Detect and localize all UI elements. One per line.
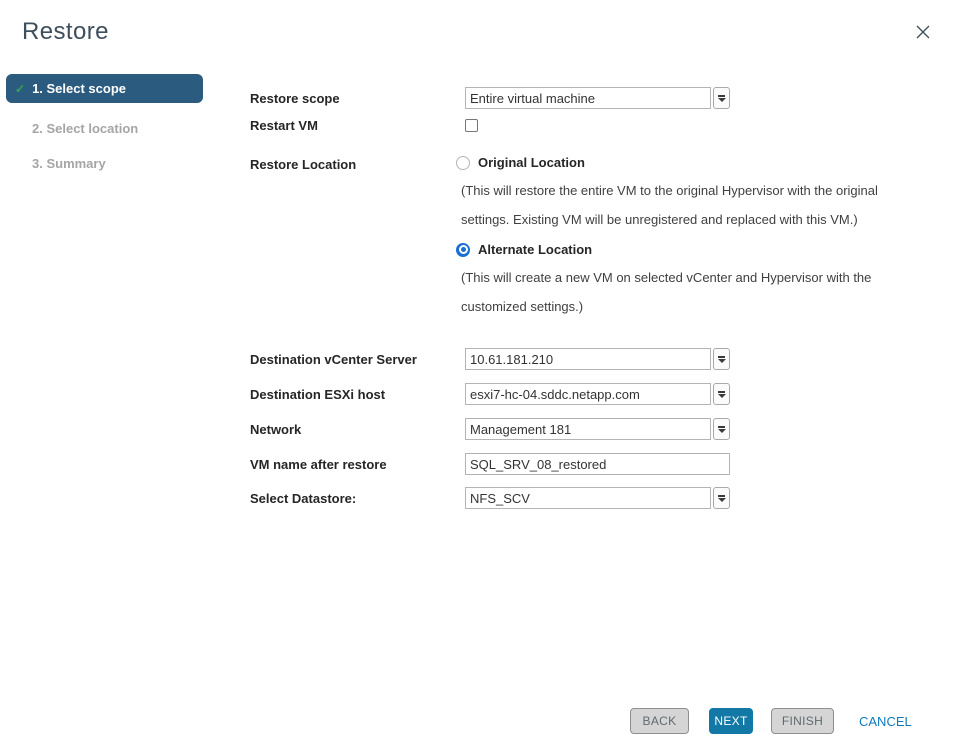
close-icon[interactable] — [915, 24, 931, 40]
chevron-triangle — [718, 98, 726, 102]
network-select[interactable] — [465, 418, 730, 440]
radio-selected-icon[interactable] — [456, 243, 470, 257]
destination-vcenter-value[interactable]: 10.61.181.210 — [465, 348, 711, 370]
destination-esxi-value[interactable]: esxi7-hc-04.sddc.netapp.com — [465, 383, 711, 405]
network-label: Network — [250, 421, 302, 437]
restore-scope-row — [250, 87, 730, 109]
chevron-down-icon[interactable] — [713, 487, 730, 509]
destination-esxi-select[interactable] — [465, 383, 730, 405]
restore-location-options — [456, 155, 906, 321]
restart-vm-label: Restart VM — [250, 118, 318, 133]
chevron-bar — [718, 95, 725, 97]
restart-vm-checkbox[interactable] — [465, 119, 478, 132]
chevron-bar — [718, 356, 725, 358]
vm-name-row — [250, 453, 730, 475]
restore-location-row — [250, 157, 465, 172]
chevron-triangle — [718, 394, 726, 398]
restore-scope-select[interactable] — [465, 87, 730, 109]
chevron-triangle — [718, 498, 726, 502]
original-location-label: Original Location — [478, 155, 585, 170]
restart-vm-row — [250, 118, 478, 133]
next-button[interactable]: NEXT — [709, 708, 753, 734]
restore-scope-label: Restore scope — [250, 90, 340, 106]
chevron-down-icon[interactable] — [713, 348, 730, 370]
alternate-location-option[interactable] — [456, 242, 906, 257]
original-location-description: (This will restore the entire VM to the original Hypervisor with the original settings. Existing VM will be unregistered and replaced with this VM.) — [461, 183, 878, 227]
datastore-row — [250, 487, 730, 509]
chevron-down-icon[interactable] — [713, 418, 730, 440]
alternate-location-label: Alternate Location — [478, 242, 593, 257]
chevron-down-icon[interactable] — [713, 383, 730, 405]
step-select-scope[interactable] — [6, 74, 203, 103]
restore-location-label: Restore Location — [250, 157, 357, 172]
vm-name-label: VM name after restore — [250, 456, 387, 472]
network-value[interactable]: Management 181 — [465, 418, 711, 440]
original-location-option[interactable] — [456, 155, 906, 170]
chevron-down-icon[interactable] — [713, 87, 730, 109]
back-button[interactable]: BACK — [630, 708, 689, 734]
chevron-triangle — [718, 359, 726, 363]
datastore-value[interactable]: NFS_SCV — [465, 487, 711, 509]
chevron-bar — [718, 391, 725, 393]
chevron-bar — [718, 426, 725, 428]
restore-scope-value[interactable]: Entire virtual machine — [465, 87, 711, 109]
page-title: Restore — [22, 18, 109, 45]
chevron-bar — [718, 495, 725, 497]
destination-vcenter-label: Destination vCenter Server — [250, 351, 417, 367]
wizard-steps — [0, 74, 240, 173]
destination-esxi-label: Destination ESXi host — [250, 386, 386, 402]
alternate-location-description: (This will create a new VM on selected vCenter and Hypervisor with the customized settings.) — [461, 270, 872, 314]
vm-name-input[interactable] — [465, 453, 730, 475]
step-summary[interactable]: 3. Summary — [32, 156, 106, 171]
radio-unselected-icon[interactable] — [456, 156, 470, 170]
step-label: 1. Select scope — [32, 81, 127, 96]
chevron-triangle — [718, 429, 726, 433]
network-row — [250, 418, 730, 440]
destination-esxi-row — [250, 383, 730, 405]
check-icon: ✓ — [15, 81, 26, 96]
destination-vcenter-select[interactable] — [465, 348, 730, 370]
datastore-label: Select Datastore: — [250, 490, 357, 506]
destination-vcenter-row — [250, 348, 730, 370]
datastore-select[interactable] — [465, 487, 730, 509]
wizard-footer — [630, 708, 912, 734]
finish-button[interactable]: FINISH — [771, 708, 834, 734]
step-select-location[interactable]: 2. Select location — [32, 121, 139, 136]
cancel-button[interactable]: CANCEL — [859, 713, 912, 729]
